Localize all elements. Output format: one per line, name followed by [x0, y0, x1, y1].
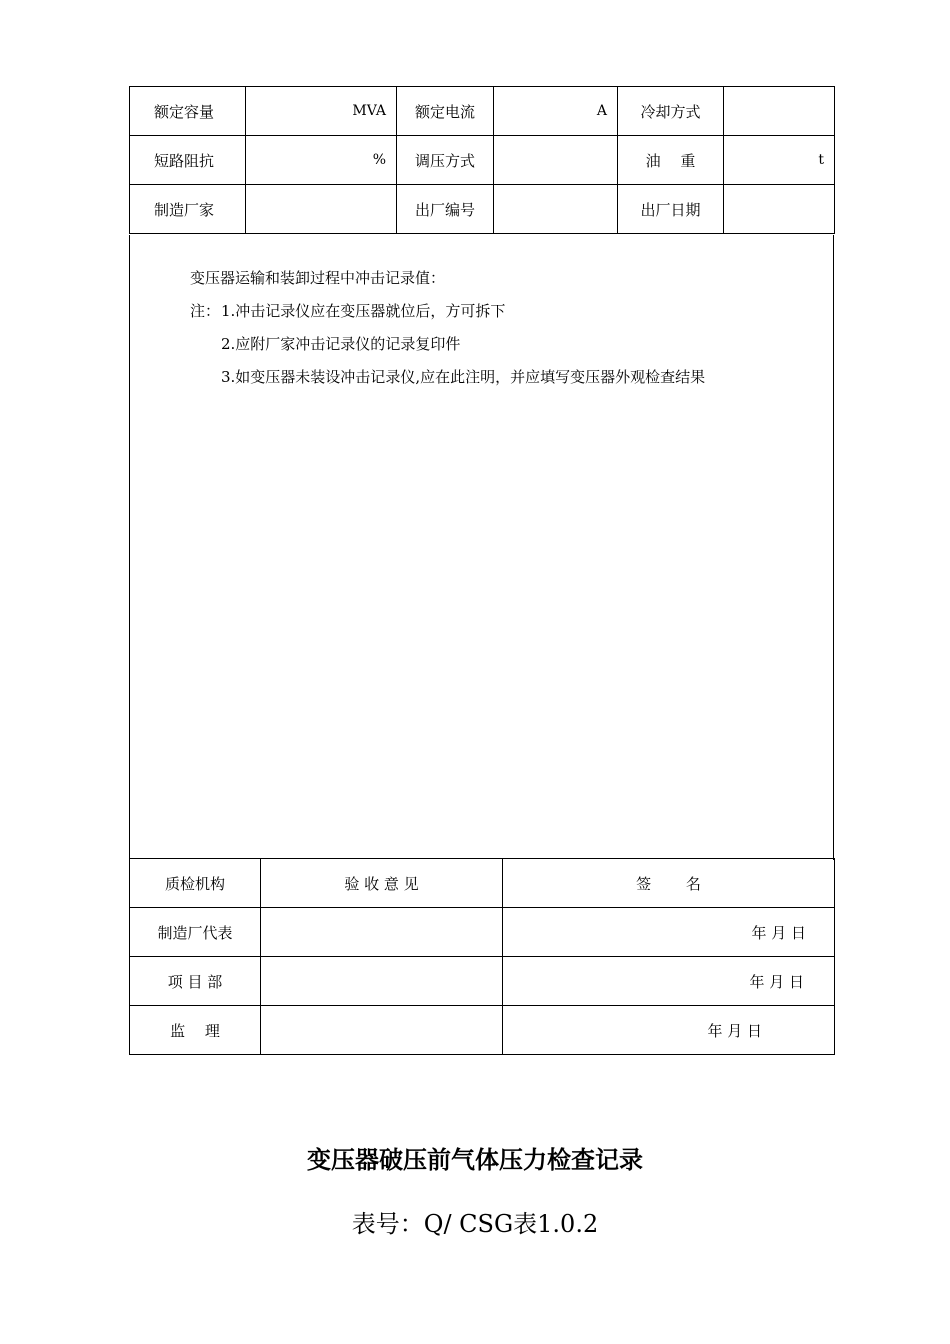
sign-org: 监 理	[130, 1006, 261, 1055]
rated-capacity-label: 额定容量	[130, 87, 246, 136]
form-number: 表号：Q/ CSG表1.0.2	[351, 1210, 599, 1238]
note-item-1: 1.冲击记录仪应在变压器就位后，方可拆下	[221, 302, 506, 320]
manufacturer-label: 制造厂家	[130, 185, 246, 234]
manufacturer-value[interactable]	[246, 185, 397, 234]
short-circuit-impedance-value[interactable]: %	[246, 136, 397, 185]
inspection-org-header: 质检机构	[130, 859, 261, 908]
spec-row	[130, 185, 835, 234]
sign-opinion[interactable]	[261, 1006, 503, 1055]
sign-row	[130, 1006, 835, 1055]
notes-prefix: 注：	[190, 302, 221, 320]
rated-current-value[interactable]: A	[494, 87, 618, 136]
sign-opinion[interactable]	[261, 908, 503, 957]
spec-row	[130, 87, 835, 136]
manufacture-date-label: 出厂日期	[618, 185, 724, 234]
cooling-method-value[interactable]	[724, 87, 835, 136]
note-item-2: 2.应附厂家冲击记录仪的记录复印件	[221, 335, 461, 353]
impact-record-section[interactable]	[129, 235, 834, 860]
signature-header: 签 名	[503, 859, 835, 908]
sign-org: 项 目 部	[130, 957, 261, 1006]
serial-number-label: 出厂编号	[397, 185, 494, 234]
voltage-regulation-label: 调压方式	[397, 136, 494, 185]
manufacture-date-value[interactable]	[724, 185, 835, 234]
sign-date[interactable]: 年 月 日	[503, 1006, 835, 1055]
acceptance-sign-table	[129, 858, 835, 1055]
sign-header-row	[130, 859, 835, 908]
sign-opinion[interactable]	[261, 957, 503, 1006]
note-item-3: 3.如变压器未装设冲击记录仪,应在此注明，并应填写变压器外观检查结果	[221, 368, 706, 386]
oil-weight-value[interactable]: t	[724, 136, 835, 185]
sign-date[interactable]: 年 月 日	[503, 957, 835, 1006]
voltage-regulation-value[interactable]	[494, 136, 618, 185]
spec-row	[130, 136, 835, 185]
document-title: 变压器破压前气体压力检查记录	[307, 1145, 643, 1174]
sign-row	[130, 908, 835, 957]
sign-org: 制造厂代表	[130, 908, 261, 957]
sign-row	[130, 957, 835, 1006]
serial-number-value[interactable]	[494, 185, 618, 234]
acceptance-opinion-header: 验 收 意 见	[261, 859, 503, 908]
rated-capacity-value[interactable]: MVA	[246, 87, 397, 136]
rated-current-label: 额定电流	[397, 87, 494, 136]
transformer-spec-table	[129, 86, 835, 234]
cooling-method-label: 冷却方式	[618, 87, 724, 136]
oil-weight-label: 油 重	[618, 136, 724, 185]
impact-record-heading: 变压器运输和装卸过程中冲击记录值：	[190, 269, 446, 287]
sign-date[interactable]: 年 月 日	[503, 908, 835, 957]
short-circuit-impedance-label: 短路阻抗	[130, 136, 246, 185]
